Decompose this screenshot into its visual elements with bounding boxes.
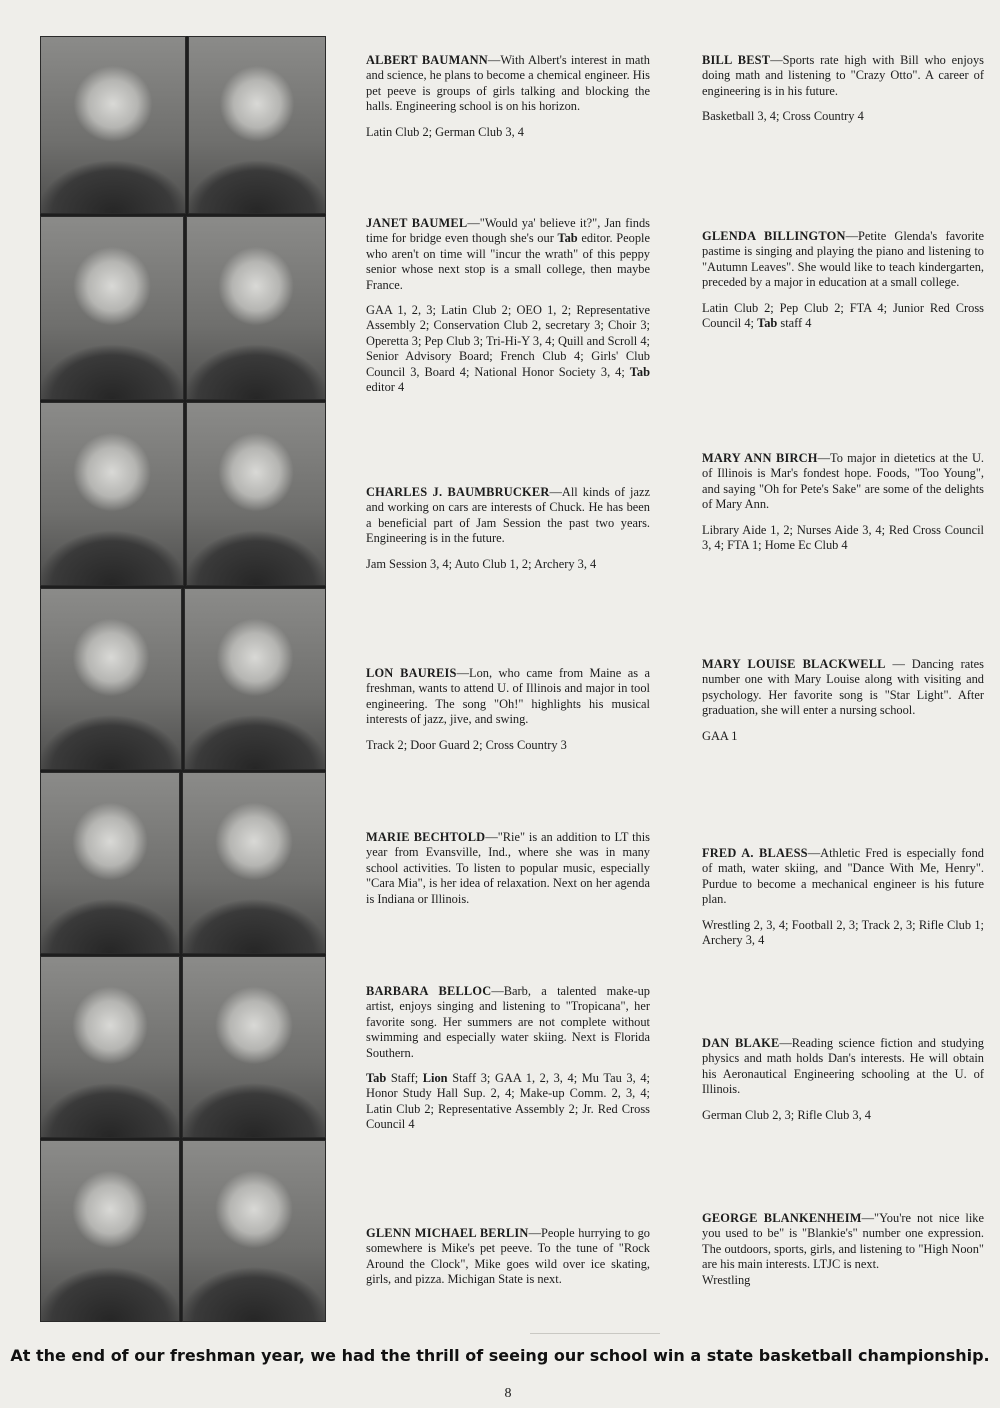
divider: [530, 1333, 660, 1334]
activities: Wrestling: [702, 1272, 751, 1287]
bio-glenda-billington: [702, 229, 984, 331]
bio-text: —Barb, a talented make-up artist, enjoys singing and listening to "Tropicana", her favorite song. Her summers are not complete without swimming and especially water skiing. Next is Florida Southern.: [366, 984, 650, 1060]
student-name: JANET BAUMEL: [366, 216, 468, 230]
activities: GAA 1: [702, 728, 738, 743]
bio-fred-blaess: [702, 846, 984, 948]
bio-text: — Dancing rates number one with Mary Louise along with visiting and psychology. Her favorite song is "Star Light". After graduation, she will enter a nursing school.: [702, 657, 984, 718]
bio-text: —Lon, who came from Maine as a freshman, wants to attend U. of Illinois and major in tool engineering. The song "Oh!" highlights his musical interests of jazz, jive, and swing.: [366, 666, 650, 727]
bio-albert-baumann: [366, 53, 650, 140]
activities: Latin Club 2; German Club 3, 4: [366, 124, 524, 139]
student-name: LON BAUREIS: [366, 666, 457, 680]
portrait-george-blankenheim: [182, 1140, 326, 1322]
portrait-mary-louise-blackwell: [184, 588, 326, 770]
activities-bold: Tab: [757, 316, 778, 331]
bio-text: —"Rie" is an addition to LT this year from Evansville, Ind., where she was in many school activities. To listen to popular music, especially "Cara Mia", is her idea of relaxation. Next on her agenda is Indiana or Illinois.: [366, 830, 650, 906]
bio-lon-baureis: [366, 666, 650, 753]
page-caption: At the end of our freshman year, we had the thrill of seeing our school win a state basketball championship.: [10, 1346, 990, 1365]
student-name: BILL BEST: [702, 53, 771, 67]
student-name: ALBERT BAUMANN: [366, 53, 488, 67]
student-name: DAN BLAKE: [702, 1036, 780, 1050]
student-name: MARIE BECHTOLD: [366, 830, 486, 844]
bio-text: editor. People who aren't on time will "incur the wrath" of this peppy senior whose next stop is a small college, then maybe France.: [366, 231, 650, 292]
portrait-marie-bechtold: [40, 772, 180, 954]
bio-barbara-belloc: [366, 984, 650, 1133]
bio-text: —Petite Glenda's favorite pastime is singing and playing the piano and listening to "Autumn Leaves". She would like to teach kindergarten, preceded by a major in education at a small college.: [702, 229, 984, 290]
bio-text: —People hurrying to go somewhere is Mike's pet peeve. To the tune of "Rock Around the Clock", Mike goes wild over ice skating, girls, and pizza. Michigan State is next.: [366, 1226, 651, 1287]
bio-text: —To major in dietetics at the U. of Illinois is Mar's fondest hope. Foods, "Too Young", and saying "Oh for Pete's Sake" are some of the delights of Mary Ann.: [702, 451, 984, 512]
student-name: GLENN MICHAEL BERLIN: [366, 1226, 529, 1240]
activities: Latin Club 2; Pep Club 2; FTA 4; Junior Red Cross Council 4;: [702, 300, 984, 331]
bio-marie-bechtold: [366, 830, 650, 907]
bio-text: —"Would ya' believe it?", Jan finds time for bridge even though she's our: [366, 216, 650, 246]
activities: Wrestling 2, 3, 4; Football 2, 3; Track 2, 3; Rifle Club 1; Archery 3, 4: [702, 917, 984, 948]
portrait-dan-blake: [182, 956, 326, 1138]
portrait-lon-baureis: [40, 588, 182, 770]
portrait-glenda-billington: [186, 216, 326, 400]
activities: Library Aide 1, 2; Nurses Aide 3, 4; Red Cross Council 3, 4; FTA 1; Home Ec Club 4: [702, 522, 984, 553]
bio-george-blankenheim: [702, 1211, 984, 1288]
student-name: CHARLES J. BAUMBRUCKER: [366, 485, 550, 499]
activities: Staff 3; GAA 1, 2, 3, 4; Mu Tau 3, 4; Honor Study Hall Sup. 2, 4; Make-up Comm. 2, 3, 4; Latin Club 2; Representative Assembly 2; Jr. Red Cross Council 4: [366, 1071, 650, 1132]
activities: Staff;: [386, 1071, 423, 1086]
activities-bold: Lion: [422, 1071, 448, 1086]
activities-bold: Tab: [629, 364, 650, 379]
student-name: BARBARA BELLOC: [366, 984, 492, 998]
activities: Track 2; Door Guard 2; Cross Country 3: [366, 737, 567, 752]
bio-glenn-michael-berlin: [366, 1226, 650, 1288]
bio-bill-best: [702, 53, 984, 125]
bio-dan-blake: [702, 1036, 984, 1123]
activities: GAA 1, 2, 3; Latin Club 2; OEO 1, 2; Representative Assembly 2; Conservation Club 2, secretary 3; Choir 3; Operetta 3; Pep Club 3; Tri-Hi-Y 3, 4; Quill and Scroll 4; Senior Advisory Board; French Club 4; Girls' Club Council 3, Board 4; National Honor Society 3, 4;: [366, 303, 650, 379]
activities-bold: Tab: [366, 1071, 387, 1086]
portrait-fred-blaess: [182, 772, 326, 954]
bio-text: —"You're not nice like you used to be" is "Blankie's" number one expression. The outdoors, sports, girls, and listening to "High Noon" are his main interests. LTJC is next.: [702, 1211, 984, 1272]
activities: Jam Session 3, 4; Auto Club 1, 2; Archery 3, 4: [366, 556, 597, 571]
bio-janet-baumel: [366, 216, 650, 395]
bio-text: —Athletic Fred is especially fond of math, water skiing, and "Dance With Me, Henry". Purdue to become a mechanical engineer is his future plan.: [702, 846, 984, 907]
portrait-albert-baumann: [40, 36, 186, 214]
portrait-charles-baumbrucker: [40, 402, 184, 586]
activities: editor 4: [366, 380, 405, 395]
portrait-barbara-belloc: [40, 956, 180, 1138]
student-name: GLENDA BILLINGTON: [702, 229, 846, 243]
activities: Basketball 3, 4; Cross Country 4: [702, 109, 864, 124]
activities: German Club 2, 3; Rifle Club 3, 4: [702, 1107, 871, 1122]
bio-text: —All kinds of jazz and working on cars are interests of Chuck. He has been a beneficial part of Jam Session the past two years. Engineering is in the future.: [366, 485, 650, 546]
activities: staff 4: [777, 316, 812, 331]
photo-grid: [40, 36, 326, 1322]
portrait-bill-best: [188, 36, 326, 214]
student-name: FRED A. BLAESS: [702, 846, 808, 860]
bio-charles-baumbrucker: [366, 485, 650, 572]
bio-text-bold: Tab: [557, 231, 578, 246]
page-number: 8: [504, 1386, 512, 1401]
portrait-glenn-michael-berlin: [40, 1140, 180, 1322]
portrait-janet-baumel: [40, 216, 184, 400]
bio-text: —With Albert's interest in math and science, he plans to become a chemical engineer. His pet peeve is groups of girls talking and blocking the halls. Engineering school is on his horizon.: [366, 53, 650, 114]
student-name: GEORGE BLANKENHEIM: [702, 1211, 862, 1225]
portrait-mary-ann-birch: [186, 402, 326, 586]
student-name: MARY LOUISE BLACKWELL: [702, 657, 886, 671]
student-name: MARY ANN BIRCH: [702, 451, 818, 465]
bio-mary-louise-blackwell: [702, 657, 984, 744]
bio-text: —Reading science fiction and studying physics and math holds Dan's interests. He will obtain his Aeronautical Engineering schooling at the U. of Illinois.: [702, 1036, 984, 1097]
bio-mary-ann-birch: [702, 451, 984, 553]
bio-text: —Sports rate high with Bill who enjoys doing math and listening to "Crazy Otto". A career of engineering is in his future.: [702, 53, 984, 98]
